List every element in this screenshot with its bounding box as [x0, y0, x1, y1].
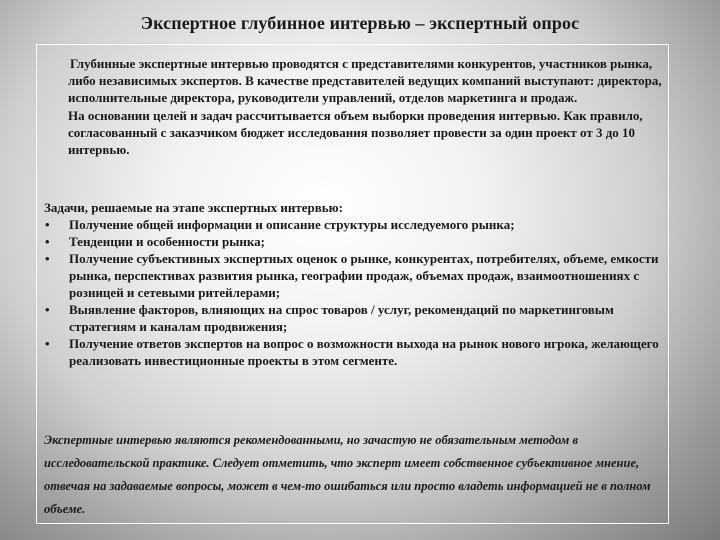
list-item-text: Получение субъективных экспертных оценок о рынке, конкурентах, потребителях, объеме, емкости рынка, перспективах развития рынка, географии продаж, объемах продаж, взаимоотношениях с розницей и сетевыми ритейлерами; — [69, 251, 659, 300]
bullet-icon: • — [45, 336, 50, 351]
list-item-text: Получение общей информации и описание структуры исследуемого рынка; — [69, 217, 515, 232]
list-item-text: Выявление факторов, влияющих на спрос товаров / услуг, рекомендаций по маркетинговым стратегиям и каналам продвижения; — [69, 302, 614, 334]
bullet-icon: • — [45, 234, 50, 249]
tasks-section — [44, 199, 668, 369]
bullet-icon: • — [45, 251, 50, 266]
list-item-text: Тенденции и особенности рынка; — [69, 234, 265, 249]
list-item — [44, 250, 668, 301]
bullet-icon: • — [45, 217, 50, 232]
intro-paragraph: На основании целей и задач рассчитывается объем выборки проведения интервью. Как правило, согласованный с заказчиком бюджет исследования позволяет провести за один проект от 3 до 10 интервью. — [68, 108, 643, 157]
list-item — [44, 233, 668, 250]
bullet-icon: • — [45, 302, 50, 317]
list-item — [44, 301, 668, 335]
note-text: Экспертные интервью являются рекомендованными, но зачастую не обязательным методом в исследовательской практике. Следует отметить, что эксперт имеет собственное субъективное мнение, отвечая на задаваемые вопросы, может в чем-то ошибаться или просто владеть информацией не в полном объеме. — [44, 433, 651, 516]
list-item — [44, 335, 668, 369]
slide-title: Экспертное глубинное интервью – экспертный опрос — [140, 13, 580, 33]
tasks-heading: Задачи, решаемые на этапе экспертных интервью: — [44, 200, 343, 215]
intro-paragraph: Глубинные экспертные интервью проводятся с представителями конкурентов, участников рынка, либо независимых экспертов. В качестве представителей ведущих компаний выступают: директора, исполнительные директора, руководители управлений, отделов маркетинга и продаж. — [68, 56, 662, 105]
tasks-list — [44, 216, 668, 369]
list-item — [44, 216, 668, 233]
note-section — [44, 429, 668, 521]
intro-section — [68, 55, 668, 158]
list-item-text: Получение ответов экспертов на вопрос о возможности выхода на рынок нового игрока, желающего реализовать инвестиционные проекты в этом сегменте. — [69, 336, 659, 368]
